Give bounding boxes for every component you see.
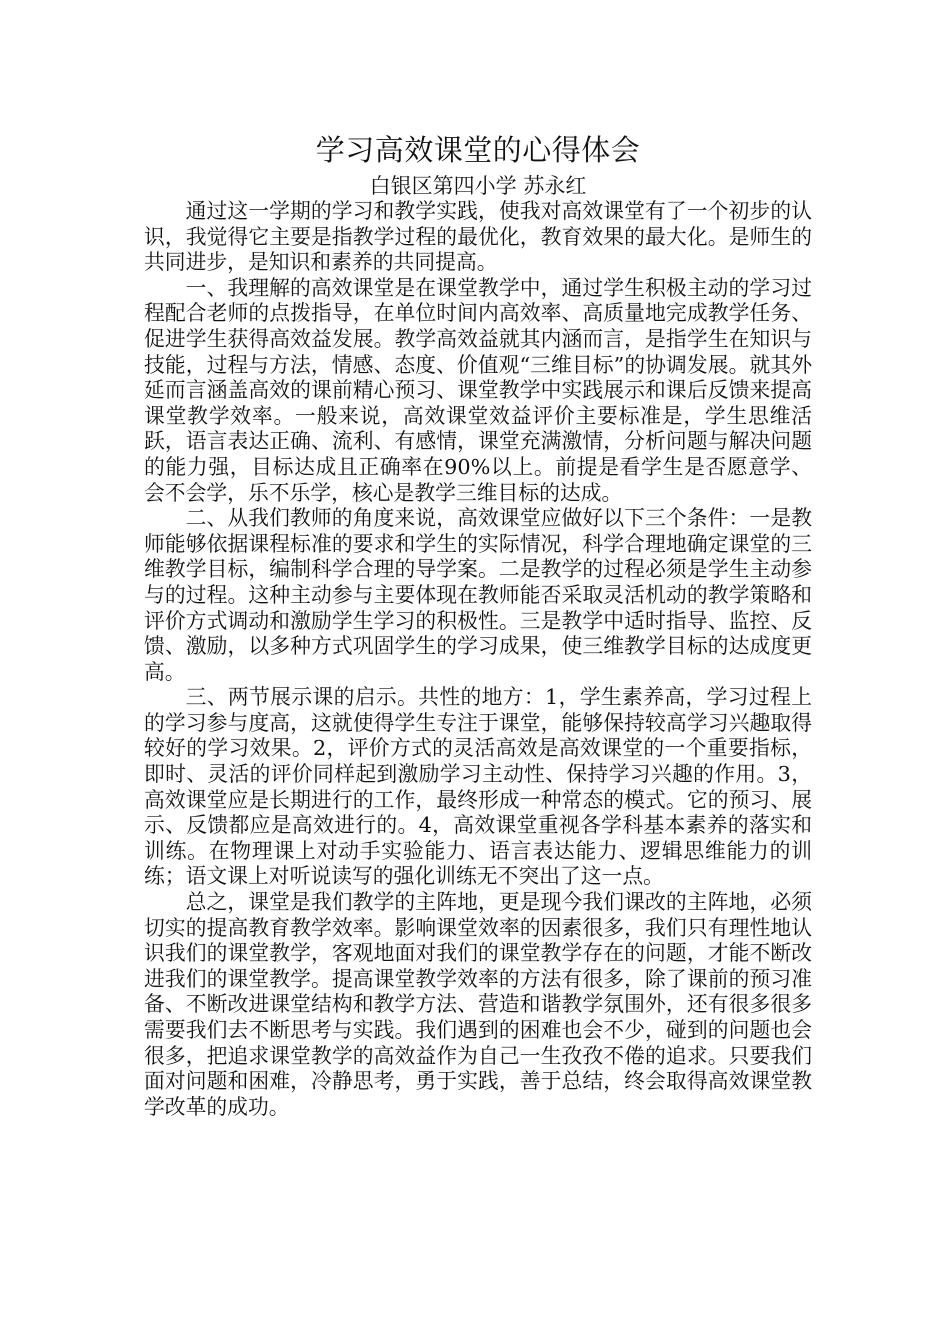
document-body (144, 130, 812, 1120)
paragraph-section-one: 一、我理解的高效课堂是在课堂教学中，通过学生积极主动的学习过程配合老师的点拨指导，在单位时间内高效率、高质量地完成教学任务、促进学生获得高效益发展。教学高效益就其内涵而言，是指学生在知识与技能，过程与方法，情感、态度、价值观“三维目标”的协调发展。就其外延而言涵盖高效的课前精心预习、课堂教学中实践展示和课后反馈来提高课堂教学效率。一般来说，高效课堂效益评价主要标准是，学生思维活跃，语言表达正确、流利、有感情，课堂充满激情，分析问题与解决问题的能力强，目标达成且正确率在90%以上。前提是看学生是否愿意学、会不会学，乐不乐学，核心是教学三维目标的达成。 (144, 275, 812, 505)
author-byline: 白银区第四小学 苏永红 (369, 174, 587, 198)
document-title: 学习高效课堂的心得体会 (315, 133, 641, 167)
paragraph-conclusion: 总之，课堂是我们教学的主阵地，更是现今我们课改的主阵地，必须切实的提高教育教学效率。影响课堂效率的因素很多，我们只有理性地认识我们的课堂教学，客观地面对我们的课堂教学存在的问题，才能不断改进我们的课堂教学。提高课堂教学效率的方法有很多，除了课前的预习准备、不断改进课堂结构和教学方法、营造和谐教学氛围外，还有很多很多需要我们去不断思考与实践。我们遇到的困难也会不少，碰到的问题也会很多，把追求课堂教学的高效益作为自己一生孜孜不倦的追求。只要我们面对问题和困难，冷静思考，勇于实践，善于总结，终会取得高效课堂教学改革的成功。 (144, 890, 812, 1119)
paragraph-intro: 通过这一学期的学习和教学实践，使我对高效课堂有了一个初步的认识，我觉得它主要是指教学过程的最优化，教育效果的最大化。是师生的共同进步，是知识和素养的共同提高。 (144, 199, 812, 275)
paragraph-section-three: 三、两节展示课的启示。共性的地方：1，学生素养高，学习过程上的学习参与度高，这就使得学生专注于课堂，能够保持较高学习兴趣取得较好的学习效果。2，评价方式的灵活高效是高效课堂的一个重要指标，即时、灵活的评价同样起到激励学习主动性、保持学习兴趣的作用。3，高效课堂应是长期进行的工作，最终形成一种常态的模式。它的预习、展示、反馈都应是高效进行的。4，高效课堂重视各学科基本素养的落实和训练。在物理课上对动手实验能力、语言表达能力、逻辑思维能力的训练；语文课上对听说读写的强化训练无不突出了这一点。 (144, 685, 812, 889)
paragraph-section-two: 二、从我们教师的角度来说，高效课堂应做好以下三个条件：一是教师能够依据课程标准的要求和学生的实际情况，科学合理地确定课堂的三维教学目标，编制科学合理的导学案。二是教学的过程必须是学生主动参与的过程。这种主动参与主要体现在教师能否采取灵活机动的教学策略和评价方式调动和激励学生学习的积极性。三是教学中适时指导、监控、反馈、激励，以多种方式巩固学生的学习成果，使三维教学目标的达成度更高。 (144, 506, 812, 684)
